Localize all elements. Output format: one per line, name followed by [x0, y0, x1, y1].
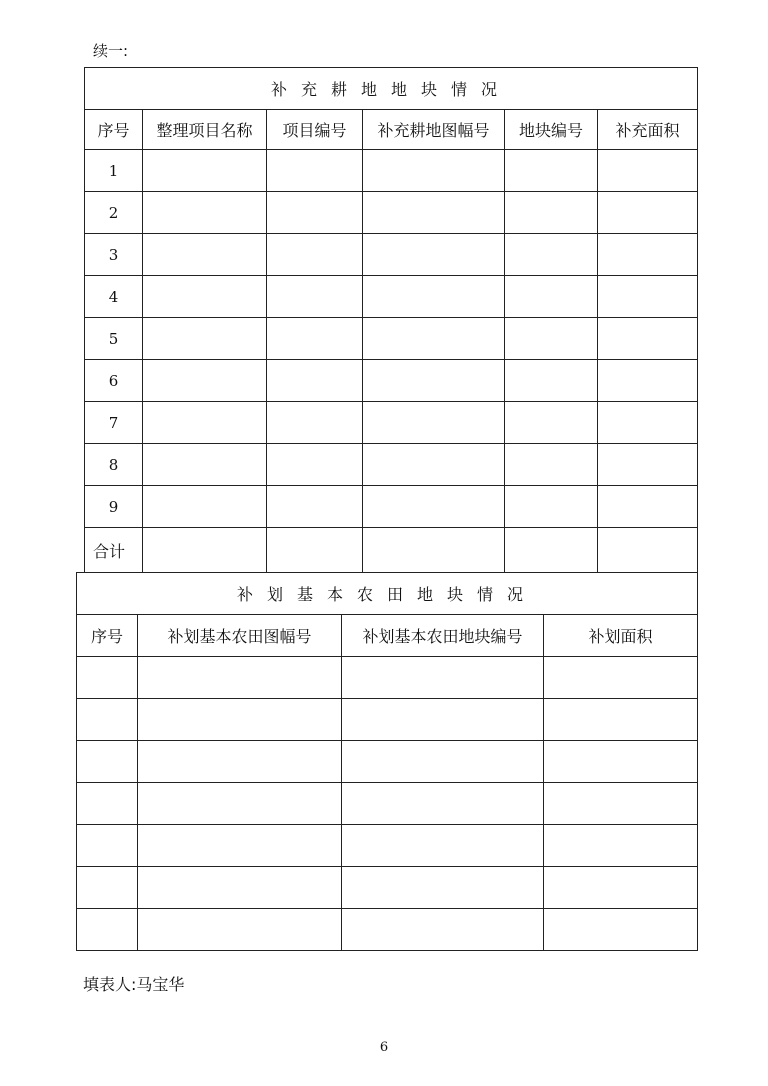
- supplementary-farmland-table: [84, 67, 698, 573]
- cell[interactable]: [363, 444, 505, 486]
- table1-header-cell: 地块编号: [505, 110, 598, 150]
- table2-header-cell: 补划面积: [544, 615, 698, 657]
- cell[interactable]: [267, 444, 363, 486]
- cell[interactable]: [267, 318, 363, 360]
- cell[interactable]: [363, 486, 505, 528]
- table1-header-cell: 序号: [85, 110, 143, 150]
- row-number: 3: [85, 234, 143, 276]
- cell[interactable]: [143, 234, 267, 276]
- basic-farmland-table: [76, 572, 698, 951]
- cell[interactable]: [143, 150, 267, 192]
- cell[interactable]: [267, 192, 363, 234]
- cell[interactable]: [505, 150, 598, 192]
- row-number: 7: [85, 402, 143, 444]
- cell[interactable]: [598, 192, 698, 234]
- cell[interactable]: [505, 486, 598, 528]
- table1-header-cell: 整理项目名称: [143, 110, 267, 150]
- table-row: [85, 276, 698, 318]
- cell[interactable]: [505, 444, 598, 486]
- cell[interactable]: [267, 276, 363, 318]
- table-row: [85, 318, 698, 360]
- table2-header-cell: 补划基本农田图幅号: [138, 615, 342, 657]
- cell[interactable]: [138, 657, 342, 699]
- cell[interactable]: [267, 528, 363, 573]
- cell[interactable]: [267, 360, 363, 402]
- cell[interactable]: [143, 192, 267, 234]
- cell[interactable]: [342, 825, 544, 867]
- cell[interactable]: [544, 657, 698, 699]
- cell[interactable]: [342, 867, 544, 909]
- cell[interactable]: [598, 234, 698, 276]
- cell[interactable]: [598, 402, 698, 444]
- cell[interactable]: [363, 318, 505, 360]
- cell[interactable]: [505, 528, 598, 573]
- cell[interactable]: [505, 402, 598, 444]
- cell[interactable]: [544, 783, 698, 825]
- total-label: 合计: [85, 528, 143, 573]
- cell[interactable]: [363, 150, 505, 192]
- table1-header-cell: 补充耕地图幅号: [363, 110, 505, 150]
- table-row: [85, 150, 698, 192]
- cell[interactable]: [342, 741, 544, 783]
- cell[interactable]: [77, 699, 138, 741]
- cell[interactable]: [77, 867, 138, 909]
- cell[interactable]: [342, 699, 544, 741]
- cell[interactable]: [544, 699, 698, 741]
- total-row: [85, 528, 698, 573]
- table-row: [77, 783, 698, 825]
- cell[interactable]: [363, 528, 505, 573]
- row-number: 2: [85, 192, 143, 234]
- table-row: [85, 486, 698, 528]
- cell[interactable]: [505, 318, 598, 360]
- table2-header-row: [77, 615, 698, 657]
- row-number: 9: [85, 486, 143, 528]
- cell[interactable]: [143, 528, 267, 573]
- cell[interactable]: [505, 234, 598, 276]
- cell[interactable]: [267, 234, 363, 276]
- row-number: 1: [85, 150, 143, 192]
- table-row: [77, 699, 698, 741]
- cell[interactable]: [77, 741, 138, 783]
- cell[interactable]: [77, 657, 138, 699]
- table1-header-cell: 项目编号: [267, 110, 363, 150]
- cell[interactable]: [544, 825, 698, 867]
- table2-title: 补划基本农田地块情况: [77, 573, 698, 615]
- cell[interactable]: [363, 192, 505, 234]
- cell[interactable]: [267, 486, 363, 528]
- cell[interactable]: [505, 276, 598, 318]
- cell[interactable]: [505, 192, 598, 234]
- cell[interactable]: [598, 528, 698, 573]
- cell[interactable]: [77, 783, 138, 825]
- cell[interactable]: [598, 444, 698, 486]
- table2-header-cell: 补划基本农田地块编号: [342, 615, 544, 657]
- table-row: [85, 234, 698, 276]
- cell[interactable]: [138, 867, 342, 909]
- row-number: 4: [85, 276, 143, 318]
- table-row: [77, 657, 698, 699]
- cell[interactable]: [544, 867, 698, 909]
- cell[interactable]: [138, 783, 342, 825]
- table-row: [77, 741, 698, 783]
- table1-title: 补充耕地地块情况: [85, 68, 698, 110]
- cell[interactable]: [598, 318, 698, 360]
- table2-header-cell: 序号: [77, 615, 138, 657]
- row-number: 5: [85, 318, 143, 360]
- cell[interactable]: [138, 699, 342, 741]
- table-row: [85, 402, 698, 444]
- cell[interactable]: [143, 276, 267, 318]
- cell[interactable]: [598, 486, 698, 528]
- cell[interactable]: [342, 657, 544, 699]
- table-row: [85, 192, 698, 234]
- cell[interactable]: [138, 909, 342, 951]
- cell[interactable]: [363, 234, 505, 276]
- cell[interactable]: [77, 825, 138, 867]
- cell[interactable]: [267, 402, 363, 444]
- cell[interactable]: [598, 150, 698, 192]
- page-number: 6: [379, 1040, 389, 1055]
- table-row: [85, 444, 698, 486]
- table-row: [77, 867, 698, 909]
- cell[interactable]: [342, 909, 544, 951]
- table1-header-row: [85, 110, 698, 150]
- cell[interactable]: [598, 276, 698, 318]
- cell[interactable]: [363, 276, 505, 318]
- cell[interactable]: [598, 360, 698, 402]
- table-row: [85, 360, 698, 402]
- cell[interactable]: [77, 909, 138, 951]
- filler-label: 填表人:马宝华: [83, 975, 185, 994]
- cell[interactable]: [138, 741, 342, 783]
- cell[interactable]: [544, 909, 698, 951]
- cell[interactable]: [143, 486, 267, 528]
- cell[interactable]: [143, 402, 267, 444]
- continued-label: 续一:: [93, 42, 129, 60]
- cell[interactable]: [505, 360, 598, 402]
- cell[interactable]: [342, 783, 544, 825]
- cell[interactable]: [143, 318, 267, 360]
- cell[interactable]: [544, 741, 698, 783]
- table-row: [77, 825, 698, 867]
- cell[interactable]: [143, 444, 267, 486]
- cell[interactable]: [363, 360, 505, 402]
- cell[interactable]: [138, 825, 342, 867]
- row-number: 8: [85, 444, 143, 486]
- table-row: [77, 909, 698, 951]
- cell[interactable]: [143, 360, 267, 402]
- cell[interactable]: [363, 402, 505, 444]
- row-number: 6: [85, 360, 143, 402]
- cell[interactable]: [267, 150, 363, 192]
- table1-header-cell: 补充面积: [598, 110, 698, 150]
